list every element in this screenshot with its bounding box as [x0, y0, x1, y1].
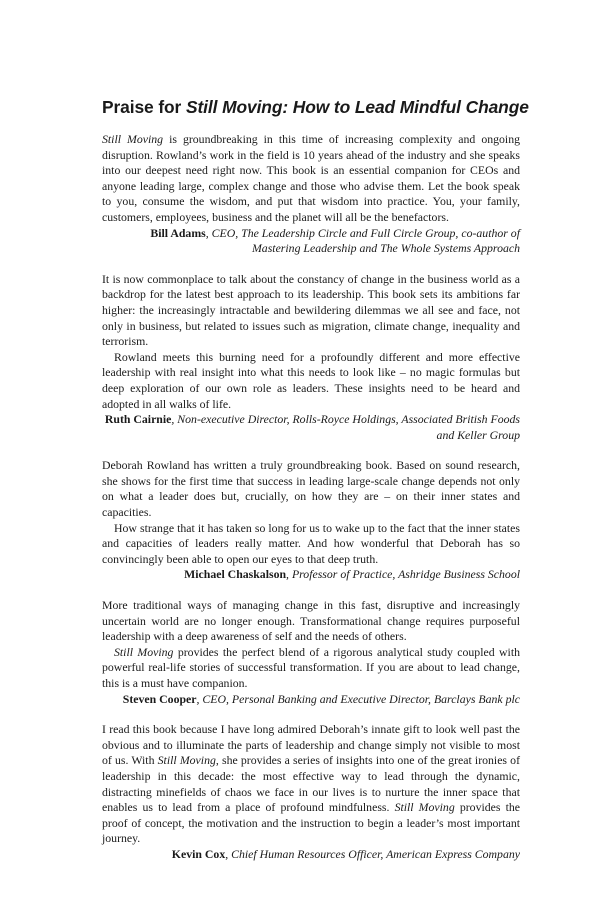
- testimonial: [102, 272, 520, 444]
- page-title: [102, 96, 529, 118]
- praise-page: [102, 96, 529, 878]
- paragraph-text: Rowland meets this burning need for a profoundly different and more effective leadership with real insight into what this needs to look like – no magic formulas but deep exploration of our own role as leaders. These insights need to be heard and adopted in all walks of life.: [102, 349, 520, 411]
- page-title-prefix: Praise for: [102, 97, 186, 117]
- testimonial-attribution: [102, 847, 520, 863]
- paragraph-text: How strange that it has taken so long for us to wake up to the fact that the inner states and capacities of leaders really matter. And how wonderful that Deborah has so convincingly been able to open our eyes to that deep truth.: [102, 520, 520, 566]
- author-title: , Professor of Practice, Ashridge Business School: [286, 567, 520, 582]
- testimonial-paragraph: [102, 598, 520, 645]
- author-title: , Non-executive Director, Rolls-Royce Holdings, Associated British Foods and Keller Group: [171, 412, 520, 442]
- author-title: , Chief Human Resources Officer, American Express Company: [225, 846, 520, 861]
- testimonial: [102, 722, 520, 862]
- testimonial-attribution: [102, 567, 520, 583]
- author-name: Kevin Cox: [171, 846, 226, 861]
- author-title: , CEO, Personal Banking and Executive Director, Barclays Bank plc: [196, 691, 520, 706]
- paragraph-text: I read this book because I have long admired Deborah’s innate gift to look well past the obvious and to illuminate the parts of leadership and change simply not visible to most of us. With: [102, 722, 520, 768]
- author-name: Ruth Cairnie: [104, 412, 172, 427]
- paragraph-text: More traditional ways of managing change in this fast, disruptive and increasingly uncertain world are no longer enough. Transformational change requires purposeful leadership with a deep awareness of self and the needs of others.: [102, 598, 520, 644]
- paragraph-text: is groundbreaking in this time of increasing complexity and ongoing disruption. Rowland’s work in the field is 10 years ahead of the industry and she speaks into our deepest need right now. This book is an essential companion for CEOs and anyone leading large, complex change and those who advise them. Let the book speak to you, consume the wisdom, and put that wisdom into practice. You, your family, customers, employees, business and the planet will all be the benefactors.: [102, 132, 520, 224]
- paragraph-text: , she provides a series of insights into one of the great ironies of leadership in this decade: the most effective way to lead through the dynamic, distracting minefields of chaos we face in our lives is to nurture the inner space that enables us to lead from a place of profound mindfulness.: [102, 753, 521, 815]
- paragraph-text: Deborah Rowland has written a truly groundbreaking book. Based on sound research, she shows for the first time that success in leading large-scale change depends not only on what a leader does but, crucially, on how they are – on their inner states and capacities.: [102, 458, 520, 520]
- testimonial-paragraph: [102, 722, 520, 847]
- author-title: , CEO, The Leadership Circle and Full Circle Group, co-author of Mastering Leadership and The Whole Systems Approach: [205, 225, 520, 256]
- testimonial-paragraph: [102, 272, 520, 350]
- testimonial: [102, 598, 520, 707]
- author-name: Michael Chaskalson: [184, 567, 287, 582]
- book-title: Still Moving: How to Lead Mindful Change: [185, 97, 529, 117]
- testimonial: [102, 458, 520, 583]
- testimonial-attribution: [102, 226, 520, 257]
- testimonial-paragraph: [102, 458, 520, 520]
- testimonial-paragraph: [102, 350, 520, 412]
- testimonial-paragraph: [102, 521, 520, 568]
- book-title-ref: Still Moving: [114, 644, 174, 659]
- book-title-ref: Still Moving: [157, 753, 216, 768]
- book-title-ref: Still Moving: [394, 800, 455, 815]
- paragraph-text: It is now commonplace to talk about the constancy of change in the business world as a backdrop for the latest best approach to its leadership. This book sets its ambitions far higher: the increasingly intractable and bewildering dilemmas we all see and face, not only in business, but related to issues such as migration, climate change, inequality and terrorism.: [102, 271, 520, 349]
- book-title-ref: Still Moving: [102, 132, 164, 146]
- paragraph-text: provides the proof of concept, the motivation and the instruction to begin a leader’s most important journey.: [102, 800, 520, 846]
- testimonial-attribution: [102, 692, 520, 708]
- paragraph-text: provides the perfect blend of a rigorous analytical study coupled with powerful real-life stories of successful transformation. If you are about to lead change, this is a must have companion.: [102, 644, 520, 690]
- testimonial-attribution: [102, 412, 520, 443]
- author-name: Steven Cooper: [122, 691, 197, 706]
- testimonial-paragraph: [102, 132, 520, 226]
- testimonial-paragraph: [102, 645, 520, 692]
- testimonial: [102, 132, 520, 257]
- author-name: Bill Adams: [150, 225, 206, 240]
